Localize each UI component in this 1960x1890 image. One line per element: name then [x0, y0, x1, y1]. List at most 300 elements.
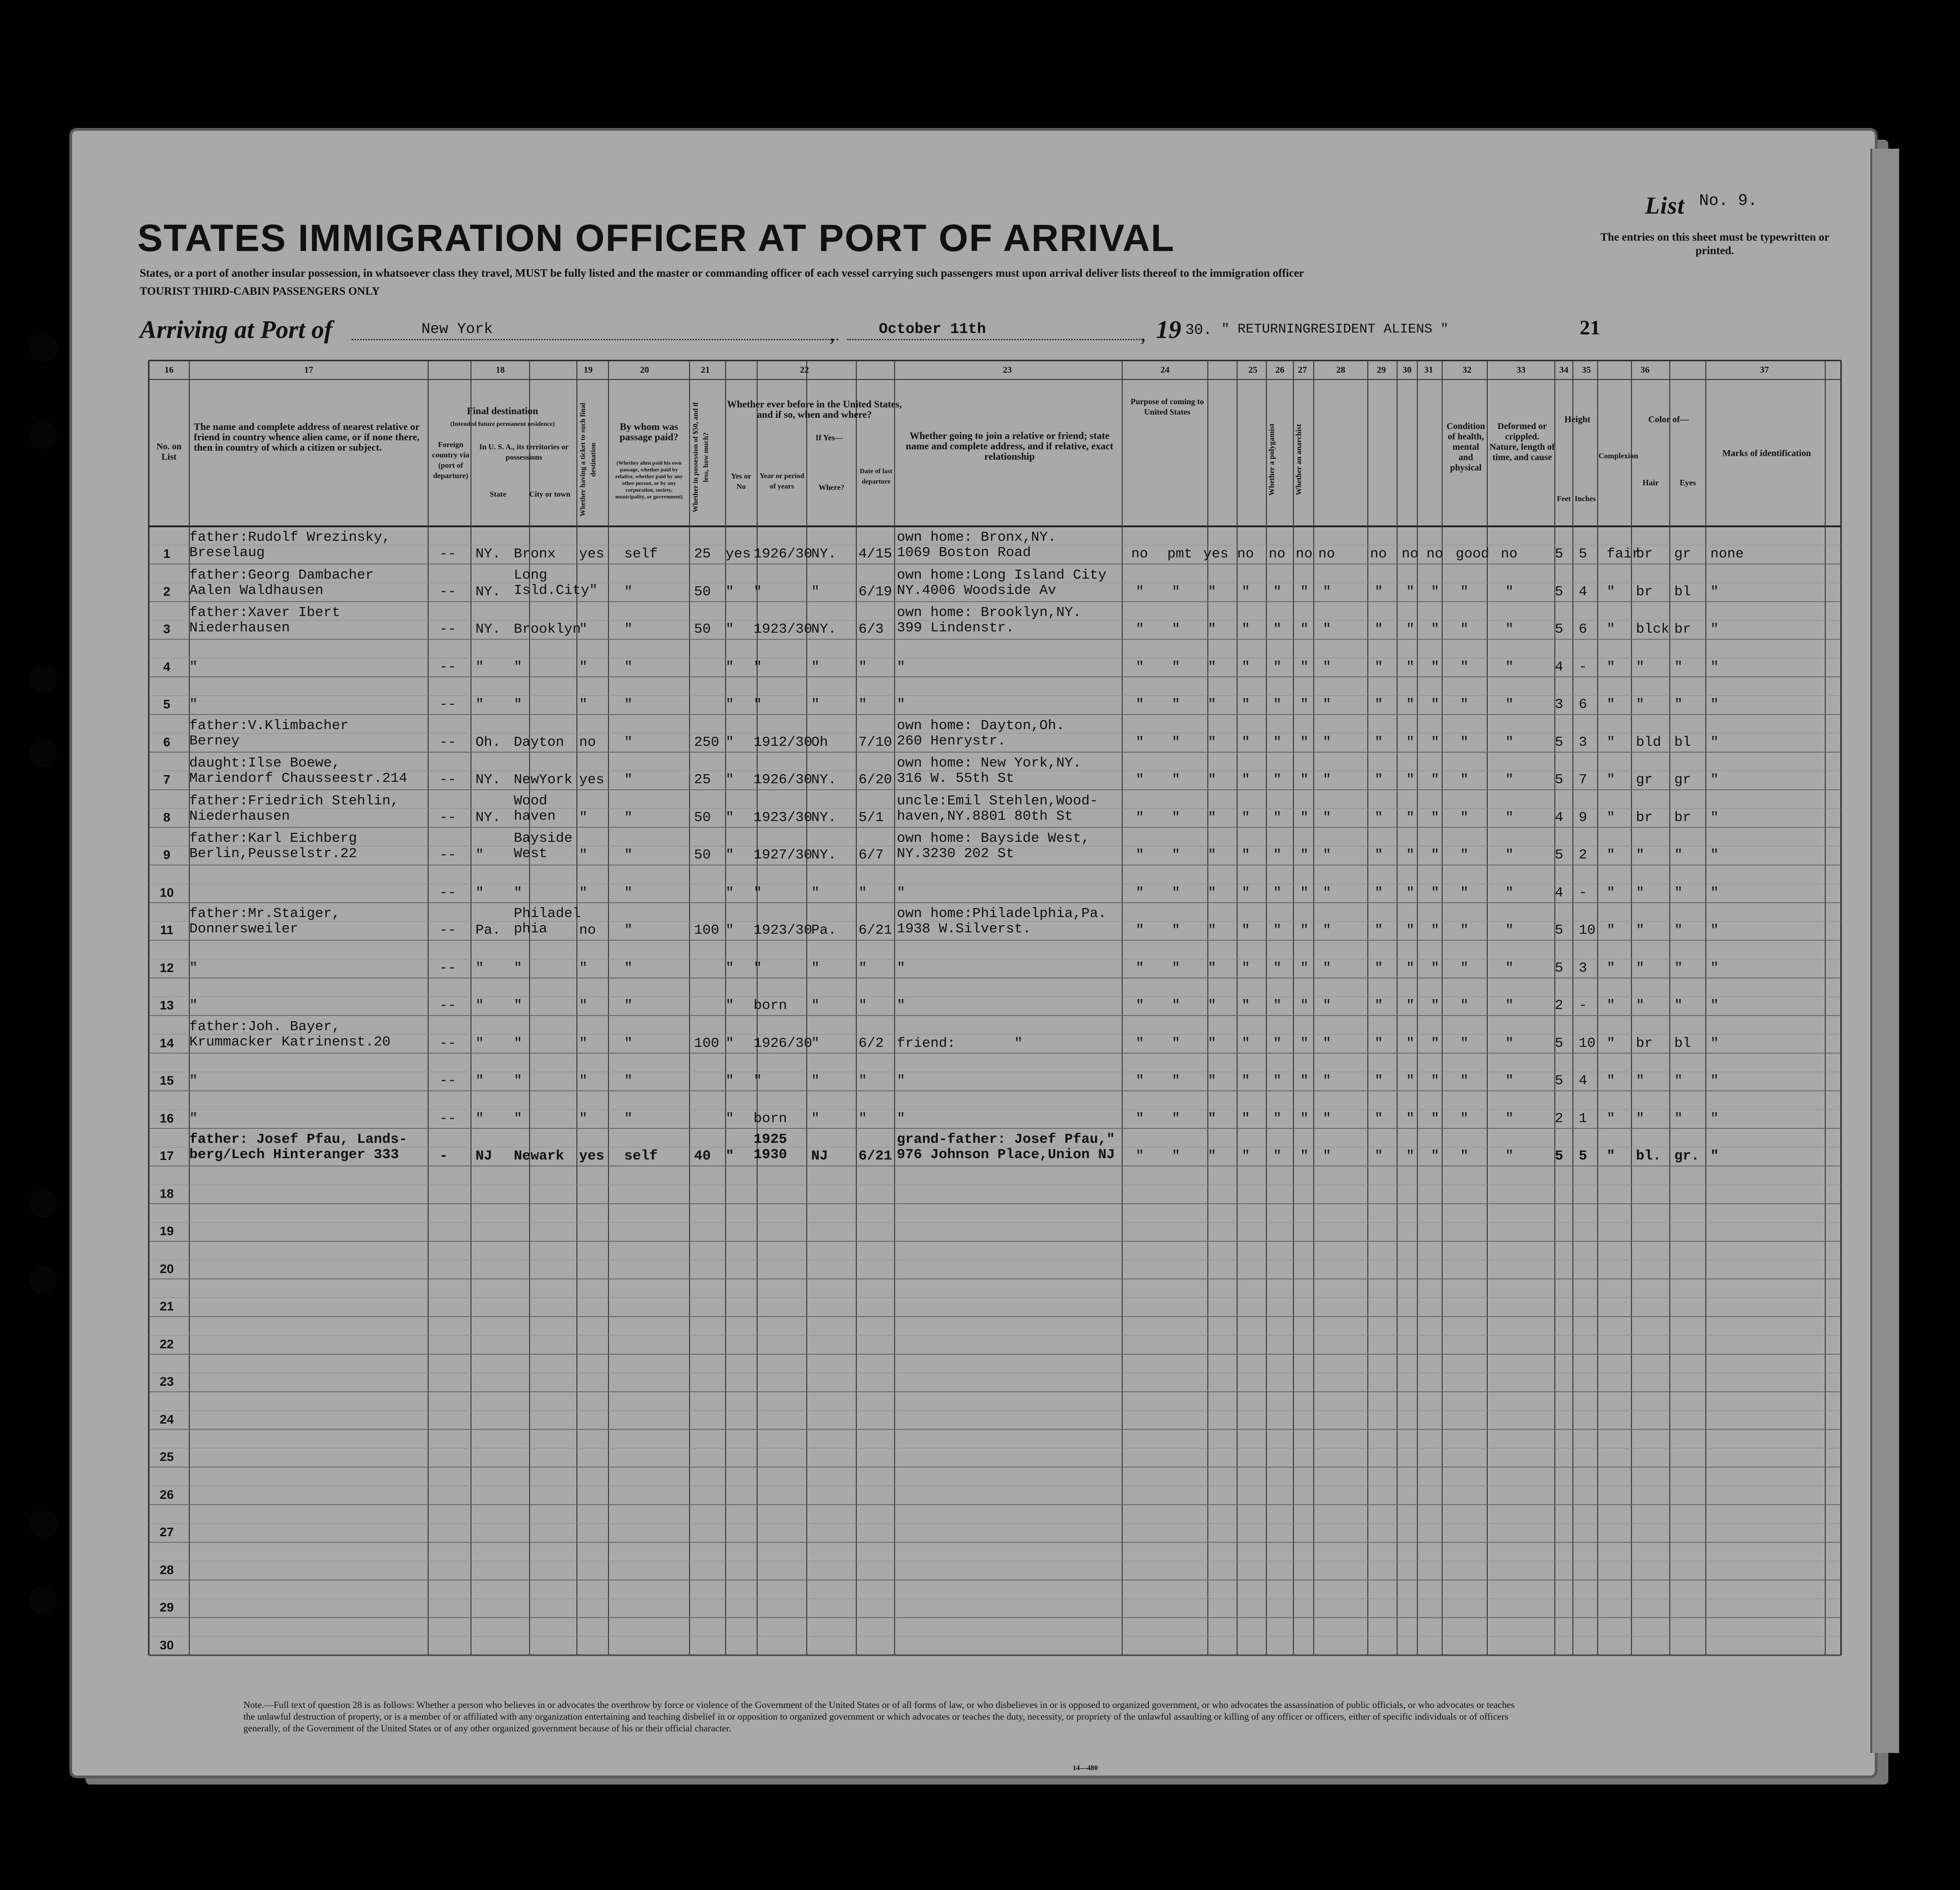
cell-city: Long Isld.City" [514, 567, 598, 598]
col-header-health: Condition of health, mental and physical [1446, 421, 1485, 473]
cell-inches: 10 [1579, 1035, 1596, 1051]
cell-ditto: " [1375, 621, 1383, 637]
cell-ditto: " [1323, 809, 1331, 826]
cell-ticket: " [579, 697, 588, 712]
column-number: 27 [1298, 365, 1307, 375]
cell-ditto: " [1172, 1073, 1180, 1089]
cell-state: NY. [475, 546, 501, 562]
row-number: 6 [163, 735, 170, 749]
arriving-line: Arriving at Port of New York , October 11th , 19 30. " RETURNINGRESIDENT ALIENS " 21 [140, 316, 1600, 346]
cell-state: " [475, 1035, 484, 1051]
cell-years: 1923/30 [754, 809, 813, 826]
cell-ditto: " [1300, 998, 1309, 1013]
cell-state: " [475, 960, 484, 976]
cell-ditto: " [1431, 1148, 1439, 1164]
cell-ditto: " [1136, 772, 1144, 788]
cell-paid: " [624, 1110, 633, 1127]
cell-paid: " [624, 998, 633, 1013]
cell-yesno: " [726, 734, 734, 750]
cell-ditto: " [1300, 772, 1309, 788]
cell-ditto: " [1406, 621, 1415, 637]
cell-relative: father:Mr.Staiger, Donnersweiler [189, 906, 340, 937]
cell-where: NY. [811, 847, 836, 863]
cell-where: Oh [811, 734, 828, 750]
row-number: 23 [160, 1374, 174, 1388]
cell-ditto: " [1242, 922, 1250, 938]
cell-ditto: " [1375, 960, 1383, 976]
cell-join: own home:Philadelphia,Pa. 1938 W.Silverst. [897, 906, 1107, 937]
cell-state: " [475, 885, 484, 901]
cell-ditto: " [1460, 885, 1469, 901]
cell-ditto: " [1460, 998, 1469, 1013]
cell-marks: " [1710, 922, 1719, 938]
cell-ditto: " [1273, 697, 1282, 712]
cell-hair: " [1636, 1073, 1645, 1089]
column-number: 29 [1377, 365, 1386, 375]
cell-ticket: " [579, 1110, 588, 1127]
cell-money: 25 [694, 546, 711, 562]
cell-money: 100 [694, 1035, 719, 1051]
cell-paid: " [624, 697, 633, 712]
cell-ditto: " [1208, 659, 1216, 675]
cell-date: " [859, 885, 867, 901]
cell-ditto: " [1460, 1148, 1469, 1164]
cell-ditto: " [1460, 922, 1469, 938]
row-number: 29 [160, 1600, 174, 1614]
cell-ditto: " [1136, 922, 1144, 938]
col-header-city: City or town [529, 490, 571, 498]
cell-hair: " [1636, 998, 1645, 1013]
cell-ditto: " [1273, 847, 1282, 863]
cell-feet: 5 [1555, 621, 1563, 637]
cell-ditto: " [1323, 998, 1331, 1013]
row-number: 19 [160, 1224, 174, 1238]
row-number: 30 [160, 1638, 174, 1652]
col-header-marks: Marks of identification [1722, 448, 1811, 458]
cell-join: own home: New York,NY. 316 W. 55th St [897, 755, 1082, 786]
cell-feet: 4 [1555, 885, 1563, 901]
cell-hair: br [1636, 809, 1653, 826]
cell-ditto: " [1242, 621, 1250, 637]
cell-where: NJ [811, 1148, 828, 1164]
cell-paid: " [624, 960, 633, 976]
cell-hair: " [1636, 847, 1645, 863]
cell-ditto: " [1300, 960, 1309, 976]
cell-ditto: " [1136, 847, 1144, 863]
cell-years: 1923/30 [754, 621, 813, 637]
cell-hair: " [1636, 885, 1645, 901]
cell-ditto: " [1460, 659, 1469, 675]
cell-paid: " [624, 1035, 633, 1051]
cell-yesno: " [726, 1073, 734, 1089]
cell-ditto: " [1300, 734, 1309, 750]
cell-ticket: " [579, 998, 588, 1013]
cell-ditto: " [1460, 1073, 1469, 1089]
cell-ditto: " [1323, 922, 1331, 938]
col-header-possession-50: Whether in possession of $50, and if less, how much? [692, 402, 710, 513]
cell-city: " [514, 1035, 522, 1051]
cell-ditto: " [1431, 847, 1439, 863]
cell-foreign: - [439, 1148, 448, 1164]
arriving-label: Arriving at Port of [140, 316, 333, 344]
cell-ditto: " [1460, 1035, 1469, 1051]
cell-city: " [514, 998, 522, 1013]
cell-ditto: " [1431, 960, 1439, 976]
cell-inches: 10 [1579, 922, 1596, 938]
cell-ticket: no [579, 734, 596, 750]
cell-relative: father: Josef Pfau, Lands- berg/Lech Hinteranger 333 [189, 1132, 407, 1163]
cell-join: own home: Dayton,Oh. 260 Henrystr. [897, 717, 1065, 749]
cell-city: Philadel phia [514, 906, 581, 937]
cell-inches: 9 [1579, 809, 1587, 826]
cell-inches: 6 [1579, 697, 1587, 712]
cell-date: 6/19 [859, 584, 892, 600]
cell-hair: blck [1636, 621, 1670, 637]
cell-yesno: " [726, 847, 734, 863]
cell-years: 1925 1930 [754, 1132, 787, 1163]
cell-state: NY. [475, 584, 501, 600]
cell-date: " [859, 960, 867, 976]
col-header-yes-no: Yes or No [731, 472, 751, 491]
col-header-feet: Feet [1557, 494, 1571, 503]
cell-ditto: " [1208, 697, 1216, 712]
cell-ditto: " [1375, 772, 1383, 788]
cell-relative: father:Karl Eichberg Berlin,Peusselstr.22 [189, 831, 357, 862]
cell-complexion: " [1607, 885, 1615, 901]
cell-feet: 5 [1555, 960, 1563, 976]
cell-ditto: " [1136, 621, 1144, 637]
cell-date: 7/10 [859, 734, 892, 750]
cell-ditto: " [1375, 847, 1383, 863]
cell-complexion: " [1607, 697, 1615, 712]
cell-years: 1923/30 [754, 922, 813, 938]
cell-ditto: " [1323, 697, 1331, 712]
cell-paid: " [624, 734, 633, 750]
cell-ditto: " [1136, 584, 1144, 600]
cell-ditto: " [1431, 584, 1439, 600]
cell-ditto: " [1406, 998, 1415, 1013]
cell-ditto: " [1300, 621, 1309, 637]
cell-ditto: " [1505, 847, 1514, 863]
col-header-anarchist: Whether an anarchist [1294, 424, 1303, 496]
cell-ditto: " [1375, 1073, 1383, 1089]
cell-marks: " [1710, 998, 1719, 1013]
cell-relative: daught:Ilse Boewe, Mariendorf Chausseestr.214 [189, 755, 407, 786]
footer-note: Note.—Full text of question 28 is as follows: Whether a person who believes in or advocates the overthrow by force or violence of the Government of the United States or of all forms of law, or who disbelieves in or is opposed to organized government, or who advocates the assassination of public officials, or who advocates or teaches the unlawful destruction of property, or is a member of or affiliated with any organization entertaining and teaching disbelief in or opposition to organized government or which advocates or teaches the duty, necessity, or propriety of the unlawful assaulting or killing of any officer or officers, either of specific individuals or of officers generally, of the Government of the United States or of any other organized government because of his or their official character. [243, 1699, 1515, 1734]
cell-ditto: " [1505, 1073, 1514, 1089]
row-number: 15 [160, 1073, 174, 1087]
cell-c28: no [1318, 546, 1335, 562]
cell-foreign: -- [439, 1035, 457, 1051]
cell-money: 25 [694, 772, 711, 788]
cell-ditto: " [1242, 809, 1250, 826]
cell-relative: " [189, 697, 198, 712]
cell-marks: " [1710, 847, 1719, 863]
cell-ditto: " [1273, 1110, 1282, 1127]
cell-join: " [897, 885, 905, 901]
cell-where: NY. [811, 809, 836, 826]
cell-ditto: " [1431, 1035, 1439, 1051]
column-number: 22 [800, 365, 809, 375]
row-number: 10 [160, 885, 174, 899]
cell-ditto: " [1460, 697, 1469, 712]
page-title: STATES IMMIGRATION OFFICER AT PORT OF ARRIVAL [137, 217, 1175, 259]
cell-ditto: " [1172, 809, 1180, 826]
cell-yesno: yes [726, 546, 751, 562]
cell-complexion: fair [1607, 546, 1640, 562]
cell-ditto: " [1431, 1073, 1439, 1089]
cell-marks: " [1710, 1148, 1719, 1164]
cell-ditto: " [1300, 847, 1309, 863]
cell-paid: " [624, 659, 633, 675]
cell-state: " [475, 847, 484, 863]
cell-ditto: " [1505, 734, 1514, 750]
cell-ditto: " [1431, 922, 1439, 938]
cell-ditto: " [1242, 998, 1250, 1013]
cell-ditto: " [1406, 659, 1415, 675]
cell-ditto: " [1323, 1073, 1331, 1089]
col-header-polygamist: Whether a polygamist [1267, 423, 1276, 496]
cell-inches: 5 [1579, 1148, 1587, 1164]
cell-ditto: " [1273, 621, 1282, 637]
cell-ditto: " [1406, 584, 1415, 600]
cell-ditto: " [1172, 1035, 1180, 1051]
row-number: 28 [160, 1562, 174, 1577]
col-header-year-period: Year or period of years [759, 472, 804, 490]
cell-c31: no [1426, 546, 1444, 562]
row-number: 27 [160, 1525, 174, 1539]
column-number: 36 [1640, 365, 1649, 375]
cell-relative: " [189, 960, 198, 976]
cell-state: " [475, 1110, 484, 1127]
cell-ditto: " [1208, 885, 1216, 901]
cell-relative: father:Friedrich Stehlin, Niederhausen [189, 793, 399, 824]
cell-complexion: " [1607, 922, 1615, 938]
cell-where: " [811, 697, 820, 712]
cell-c30: no [1402, 546, 1419, 562]
cell-feet: 5 [1555, 922, 1563, 938]
cell-state: " [475, 659, 484, 675]
cell-ditto: " [1208, 1110, 1216, 1127]
cell-marks: " [1710, 621, 1719, 637]
cell-ditto: " [1136, 885, 1144, 901]
cell-city: " [514, 1073, 522, 1089]
cell-marks: none [1710, 546, 1744, 562]
cell-complexion: " [1607, 1110, 1615, 1127]
cell-date: " [859, 697, 867, 712]
cell-ditto: " [1208, 809, 1216, 826]
cell-yesno: " [726, 584, 734, 600]
cell-yesno: " [726, 1035, 734, 1051]
cell-health: good [1456, 546, 1489, 562]
cell-eyes: " [1674, 847, 1683, 863]
cell-years: " [754, 584, 762, 600]
cell-date: 6/7 [859, 847, 884, 863]
cell-ditto: " [1242, 734, 1250, 750]
cell-foreign: -- [439, 546, 457, 562]
cell-eyes: " [1674, 697, 1683, 712]
cell-complexion: " [1607, 809, 1615, 826]
cell-years: " [754, 960, 762, 976]
cell-ditto: " [1172, 584, 1180, 600]
row-number: 12 [160, 960, 174, 975]
cell-inches: 3 [1579, 734, 1587, 750]
cell-hair: br [1636, 546, 1653, 562]
cell-hair: " [1636, 960, 1645, 976]
cell-paid: " [624, 621, 633, 637]
cell-ticket: " [579, 621, 588, 637]
row-number: 25 [160, 1450, 174, 1464]
cell-date: 4/15 [859, 546, 892, 562]
cell-ditto: " [1172, 885, 1180, 901]
cell-inches: 7 [1579, 772, 1587, 788]
col-header-complexion: Complexion [1599, 452, 1638, 460]
cell-marks: " [1710, 1110, 1719, 1127]
cell-date: " [859, 1073, 867, 1089]
cell-ditto: " [1505, 1148, 1514, 1164]
cell-ticket: " [579, 960, 588, 976]
cell-ditto: " [1208, 1073, 1216, 1089]
cell-inches: 5 [1579, 546, 1587, 562]
cell-ditto: " [1406, 1110, 1415, 1127]
cell-ditto: " [1375, 809, 1383, 826]
col-header-deformed: Deformed or crippled. Nature, length of time, and cause [1489, 421, 1555, 462]
cell-c25: no [1237, 546, 1254, 562]
row-number: 3 [163, 622, 170, 636]
date-value: October 11th [879, 321, 986, 338]
cell-ditto: " [1460, 772, 1469, 788]
cell-ditto: " [1208, 734, 1216, 750]
cell-ditto: " [1300, 1035, 1309, 1051]
cell-years: 1912/30 [754, 734, 813, 750]
cell-ditto: " [1172, 734, 1180, 750]
cell-ditto: " [1300, 922, 1309, 938]
col-header-ticket: Whether having a ticket to such final destination [579, 402, 597, 517]
cell-ditto: " [1172, 621, 1180, 637]
cell-yesno: " [726, 1110, 734, 1127]
cell-city: Newark [514, 1148, 564, 1164]
cell-ditto: " [1323, 584, 1331, 600]
cell-deformed: no [1501, 546, 1518, 562]
cell-ditto: " [1273, 922, 1282, 938]
cell-ditto: " [1505, 1035, 1514, 1051]
cell-yesno: " [726, 960, 734, 976]
cell-yesno: " [726, 697, 734, 712]
row-number: 7 [163, 772, 170, 786]
cell-complexion: " [1607, 621, 1615, 637]
cell-where: " [811, 584, 820, 600]
cell-ditto: " [1460, 734, 1469, 750]
cell-ditto: " [1375, 1110, 1383, 1127]
cell-where: NY. [811, 546, 836, 562]
row-number: 21 [160, 1299, 174, 1313]
column-number: 26 [1275, 365, 1284, 375]
column-number: 24 [1160, 365, 1170, 375]
cell-hair: bld [1636, 734, 1661, 750]
col-header-final-destination-sub: (Intended future permanent residence) [450, 421, 555, 428]
row-number: 22 [160, 1337, 174, 1351]
cell-feet: 5 [1555, 1073, 1563, 1089]
cell-ditto: " [1136, 734, 1144, 750]
cell-ditto: " [1460, 960, 1469, 976]
cell-city: " [514, 659, 522, 675]
cell-foreign: -- [439, 885, 457, 901]
list-number: No. 9. [1699, 192, 1758, 210]
cell-ticket: " [579, 809, 588, 826]
cell-complexion: " [1607, 998, 1615, 1013]
cell-years: 1926/30 [754, 1035, 813, 1051]
cell-ditto: " [1273, 1035, 1282, 1051]
cell-ditto: " [1242, 697, 1250, 712]
cell-ditto: " [1505, 772, 1514, 788]
cell-relative: father:Joh. Bayer, Krummacker Katrinenst.20 [189, 1018, 391, 1050]
cell-join: " [897, 659, 905, 675]
cell-join: uncle:Emil Stehlen,Wood- haven,NY.8801 80th St [897, 793, 1098, 824]
cell-money: 50 [694, 621, 711, 637]
cell-feet: 5 [1555, 584, 1563, 600]
cell-foreign: -- [439, 1073, 457, 1089]
cell-inches: 1 [1579, 1110, 1587, 1127]
cell-ditto: " [1323, 960, 1331, 976]
cell-ditto: " [1136, 1148, 1144, 1164]
cell-ditto: " [1172, 1148, 1180, 1164]
cell-eyes: " [1674, 885, 1683, 901]
cell-ditto: " [1406, 847, 1415, 863]
column-number: 30 [1403, 365, 1412, 375]
cell-feet: 5 [1555, 734, 1563, 750]
cell-complexion: " [1607, 960, 1615, 976]
cell-inches: - [1579, 885, 1587, 901]
cell-eyes: gr [1674, 772, 1691, 788]
cell-city: " [514, 1110, 522, 1127]
cell-c24c: yes [1203, 546, 1229, 562]
cell-c27: no [1296, 546, 1313, 562]
cell-inches: 4 [1579, 1073, 1587, 1089]
cell-ditto: " [1242, 584, 1250, 600]
cell-yesno: " [726, 772, 734, 788]
cell-ditto: " [1431, 998, 1439, 1013]
cell-ditto: " [1273, 960, 1282, 976]
cell-ditto: " [1375, 1148, 1383, 1164]
col-header-color-of: Color of— [1648, 415, 1689, 425]
cell-ditto: " [1323, 847, 1331, 863]
col-header-usa: In U. S. A., its territories or possessions [479, 443, 569, 461]
cell-ditto: " [1242, 772, 1250, 788]
cell-money: 100 [694, 922, 719, 938]
cell-inches: 2 [1579, 847, 1587, 863]
cell-marks: " [1710, 1073, 1719, 1089]
cell-where: " [811, 1073, 820, 1089]
cell-foreign: -- [439, 659, 457, 675]
cell-paid: " [624, 885, 633, 901]
cell-ditto: " [1172, 998, 1180, 1013]
cell-where: " [811, 1035, 820, 1051]
col-header-eyes: Eyes [1680, 478, 1696, 487]
cell-ditto: " [1208, 772, 1216, 788]
cell-join: grand-father: Josef Pfau," 976 Johnson Place,Union NJ [897, 1132, 1115, 1163]
cell-ditto: " [1406, 772, 1415, 788]
cell-ditto: " [1300, 885, 1309, 901]
cell-foreign: -- [439, 809, 457, 826]
column-number: 17 [304, 365, 313, 375]
row-number: 8 [163, 810, 170, 824]
row-number: 4 [163, 659, 170, 674]
cell-join: own home:Long Island City NY.4006 Woodside Av [897, 567, 1107, 598]
cell-city: Bronx [514, 546, 556, 562]
column-number: 28 [1336, 365, 1345, 375]
cell-c24b: pmt [1167, 546, 1192, 562]
cell-ditto: " [1136, 1110, 1144, 1127]
